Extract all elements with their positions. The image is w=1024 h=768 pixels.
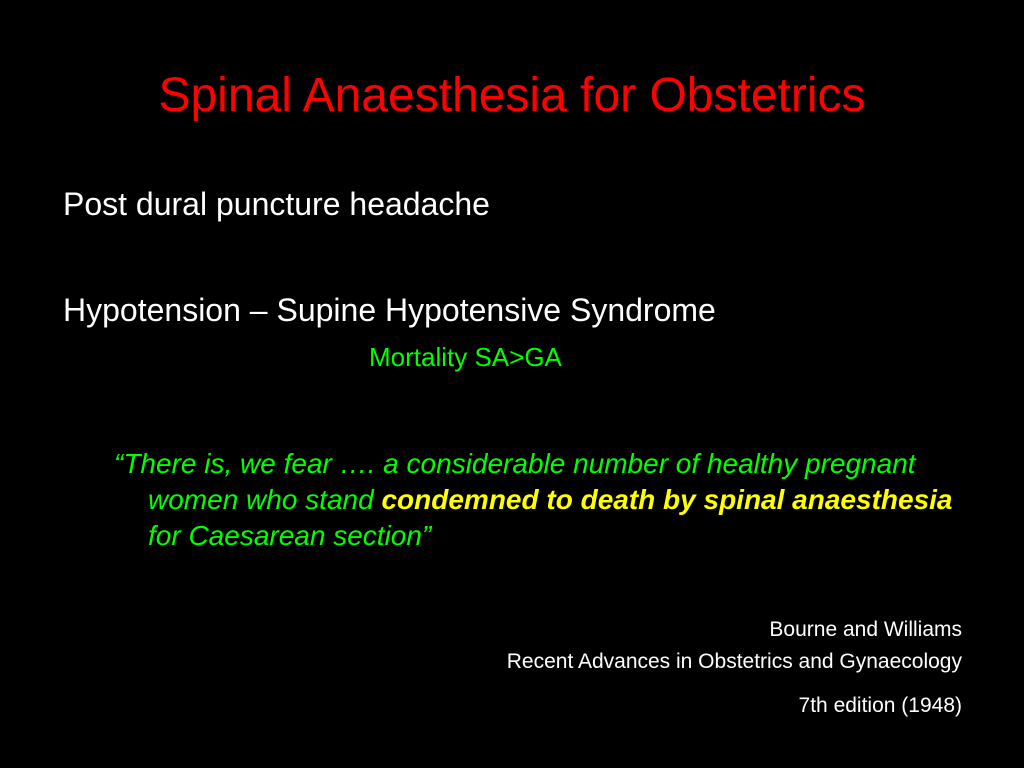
quote bbox=[114, 446, 978, 554]
point-hypotension: Hypotension – Supine Hypotensive Syndrome bbox=[63, 292, 716, 328]
citation-authors: Bourne and Williams bbox=[769, 618, 962, 641]
quote-emphasis: condemned to death by spinal anaesthesia bbox=[381, 484, 953, 515]
citation-book: Recent Advances in Obstetrics and Gynaecology bbox=[506, 650, 962, 673]
slide-title: Spinal Anaesthesia for Obstetrics bbox=[158, 69, 866, 122]
quote-part-2: for Caesarean section” bbox=[148, 520, 432, 551]
quote-part-1: “There is, we fear …. a considerable number of healthy pregnant women who stand bbox=[114, 448, 916, 515]
citation-edition: 7th edition (1948) bbox=[798, 694, 962, 717]
point-post-dural-headache: Post dural puncture headache bbox=[63, 186, 490, 222]
sub-point-mortality: Mortality SA>GA bbox=[369, 342, 562, 372]
